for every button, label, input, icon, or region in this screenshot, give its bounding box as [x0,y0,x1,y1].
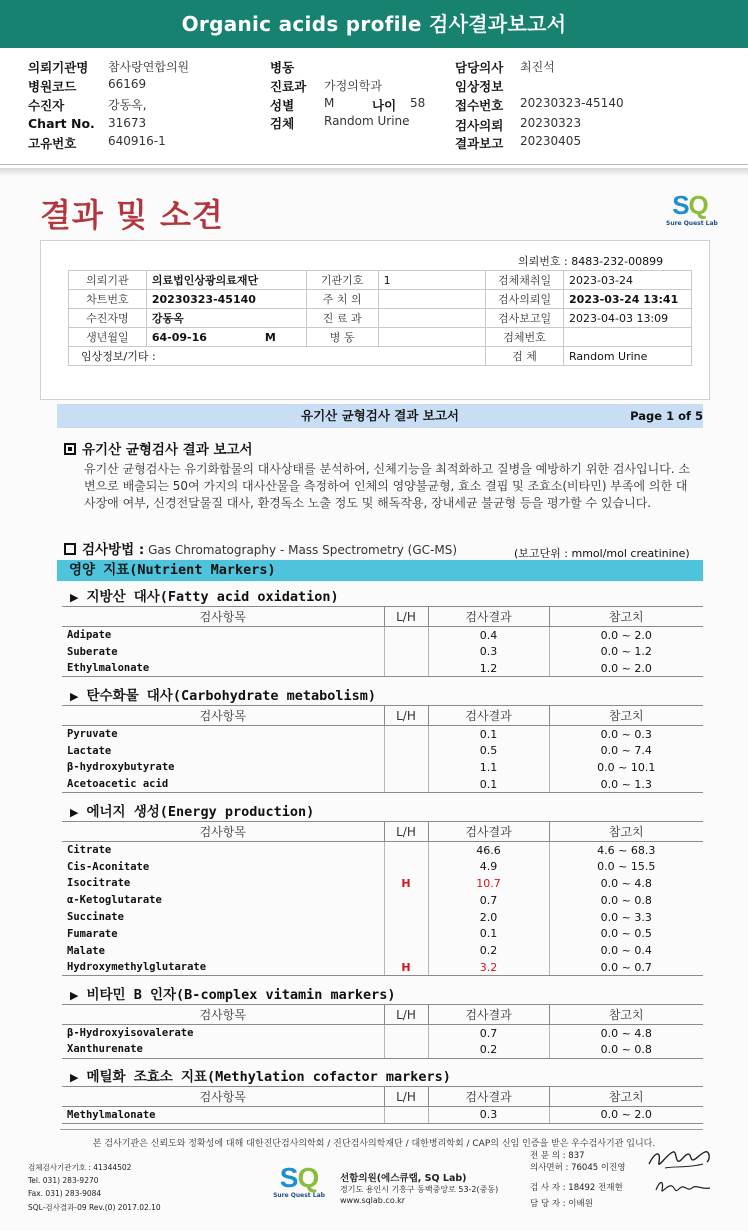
header-label: 병동 [270,60,295,75]
flag-cell [384,1025,428,1042]
reference-range: 0.0 ~ 4.8 [549,875,703,892]
table-header-row [62,607,703,627]
column-header: 참고치 [549,1087,703,1107]
flag-cell: H [384,959,428,976]
results-table [62,606,703,677]
footer-info: 검체검사기관기호 : 41344502 [28,1163,132,1172]
table-row [62,776,703,793]
column-header: 검사결과 [428,822,549,842]
footer-divider [60,1129,703,1130]
flag-cell [384,858,428,875]
table-row [62,1107,703,1124]
request-number: 의뢰번호 : 8483-232-00899 [518,255,664,268]
accreditation-note: 본 검사기관은 신뢰도와 정확성에 대해 대한진단검사의학회 / 진단검사의학재단 / 대한병리학회 / CAP의 신임 인증을 받은 우수검사기관 입니다. [92,1139,656,1149]
column-header: 검사결과 [428,607,549,627]
table-row [62,875,703,892]
test-name: β-hydroxybutyrate [67,761,175,774]
info-label: 생년월일 [69,328,147,347]
section-heading-text: 탄수화물 대사(Carbohydrate metabolism) [86,688,377,704]
result-value: 0.2 [428,942,549,959]
header-label: 성별 [270,98,295,113]
reference-range: 0.0 ~ 10.1 [549,759,703,776]
flag-cell: H [384,875,428,892]
table-row [62,660,703,677]
table-row [62,726,703,743]
info-value [378,328,485,347]
header-label: 의뢰기관명 [28,60,89,75]
header-value: M [324,96,335,110]
info-label: 검사보고일 [486,309,564,328]
flag-cell [384,892,428,909]
footer-info: Tel. 031) 283-9270 [28,1176,99,1185]
flag-cell [384,627,428,644]
lab-website: www.sqlab.co.kr [340,1196,406,1205]
result-value: 46.6 [428,842,549,859]
test-name: Xanthurenate [62,1041,384,1058]
reference-range: 0.0 ~ 7.4 [549,742,703,759]
result-value: 10.7 [428,875,549,892]
table-row [62,742,703,759]
reference-range: 0.0 ~ 0.4 [549,942,703,959]
info-value: 강동옥 [146,309,306,328]
triangle-bullet-icon: ▶ [70,1071,79,1084]
column-header: L/H [384,822,428,842]
section-heading [70,800,314,820]
info-label: 기관기호 [306,271,378,290]
header-label: 임상정보 [455,79,504,94]
info-label: 검사의뢰일 [486,290,564,309]
result-value: 0.3 [428,643,549,660]
column-header: L/H [384,607,428,627]
test-name: α-Ketoglutarate [67,894,162,907]
column-header: 검사결과 [428,1005,549,1025]
sq-lab-logo [666,190,718,232]
method-line [64,538,457,558]
result-title: 결과 및 소견 [40,196,224,234]
test-name: β-Hydroxyisovalerate [67,1027,194,1040]
column-header: 검사항목 [62,822,384,842]
info-label: 검체번호 [486,328,564,347]
info-label: 주 치 의 [306,290,378,309]
flag-cell [384,942,428,959]
header-label: 결과보고 [455,136,504,151]
signer-line: 검 사 자 : 18492 전재현 [530,1183,623,1193]
method-label: 검사방법 : [82,542,145,558]
report-title-bar: Organic acids profile 검사결과보고서 [0,0,748,48]
info-value: 2023-04-03 13:09 [564,309,692,328]
age-label: 나이 [372,98,397,113]
result-value: 1.2 [428,660,549,677]
age-value: 58 [410,96,426,110]
flag-cell [384,925,428,942]
table-row [62,627,703,644]
section-heading-text: 에너지 생성(Energy production) [86,804,315,820]
result-value: 1.1 [428,759,549,776]
table-header-row [62,1005,703,1025]
logo-letter-q: Q [688,190,708,220]
clinical-info: 임상정보/기타 : [69,347,486,366]
flag-cell [384,1041,428,1058]
result-value: 0.1 [428,925,549,942]
result-value: 0.4 [428,627,549,644]
report-unit: (보고단위 : mmol/mol creatinine) [514,547,690,560]
page-indicator: Page 1 of 5 [630,409,703,423]
result-value: 0.7 [428,892,549,909]
header-label: 병원코드 [28,79,77,94]
triangle-bullet-icon: ▶ [70,591,79,604]
table-row [62,892,703,909]
reference-range: 0.0 ~ 4.8 [549,1025,703,1042]
result-value: 0.1 [428,726,549,743]
logo-letter-s: S [672,190,689,220]
test-name: Methylmalonate [62,1107,384,1124]
triangle-bullet-icon: ▶ [70,690,79,703]
header-label: 담당의사 [455,60,504,75]
logo-text: Sure Quest Lab [666,220,718,227]
column-header: 검사항목 [62,1005,384,1025]
column-header: 검사결과 [428,706,549,726]
section-title: 유기산 균형검사 결과 보고서 [301,408,459,423]
column-header: L/H [384,706,428,726]
test-name: Ethylmalonate [62,660,384,677]
result-value: 0.7 [428,1025,549,1042]
table-row [62,858,703,875]
test-name: Lactate [67,744,112,757]
reference-range: 0.0 ~ 2.0 [549,627,703,644]
header-label: 고유번호 [28,136,77,151]
reference-range: 0.0 ~ 0.5 [549,925,703,942]
result-value: 2.0 [428,909,549,926]
reference-range: 4.6 ~ 68.3 [549,842,703,859]
request-info-table [68,270,692,366]
section-heading [70,684,376,704]
results-table [62,1004,703,1059]
info-value: 2023-03-24 13:41 [564,290,692,309]
table-header-row [62,822,703,842]
lab-address: 경기도 용인시 기흥구 동백중앙로 53-2(중동) [340,1185,499,1194]
table-row [62,942,703,959]
lab-name: 선함의원(에스큐랩, SQ Lab) [340,1173,467,1184]
logo-letter-q: Q [297,1162,319,1193]
result-value: 0.1 [428,776,549,793]
section-heading-text: 메틸화 조효소 지표(Methylation cofactor markers) [86,1069,451,1085]
logo-letter-s: S [279,1162,298,1193]
header-label: 수진자 [28,98,65,113]
test-name: Isocitrate [67,877,131,890]
method-value: Gas Chromatography - Mass Spectrometry (GC-MS) [148,543,458,557]
test-name: Fumarate [67,927,118,940]
info-label: 검 체 [486,347,564,366]
sq-lab-footer-logo [272,1164,326,1199]
info-label: 의뢰기관 [69,271,147,290]
footer-info: SQL-검사결과-09 Rev.(0) 2017.02.10 [28,1203,161,1212]
column-header: 검사항목 [62,706,384,726]
column-header: L/H [384,1087,428,1107]
section-heading [70,983,396,1003]
column-header: 검사항목 [62,607,384,627]
info-value [146,328,306,347]
footer-info: Fax. 031) 283-9084 [28,1189,102,1198]
reference-range: 0.0 ~ 0.8 [549,1041,703,1058]
flag-cell [384,660,428,677]
intro-paragraph: 유기산 균형검사는 유기화합물의 대사상태를 분석하여, 신체기능을 최적화하고 질병을 예방하기 위한 검사입니다. 소변으로 배출되는 50여 가지의 대사산물을 측정하여 인체의 영양불균형, 효소 결핍 및 조효소(비타민) 부족에 의한 대사장애 여부, 신경전달물질 대사, 환경독소 노출 정도 및 해독작용, 장내세균 불균형 등을 평가할 수 있습니다. [84,462,691,510]
table-row [62,1041,703,1058]
results-table [62,705,703,793]
intro-heading-text: 유기산 균형검사 결과 보고서 [82,442,253,458]
info-label: 수진자명 [69,309,147,328]
results-table [62,821,703,976]
flag-cell [384,1107,428,1124]
table-row [62,643,703,660]
reference-range: 0.0 ~ 15.5 [549,858,703,875]
signer-line: 전 문 의 : 837 [530,1151,585,1161]
column-header: 참고치 [549,607,703,627]
info-label: 차트번호 [69,290,147,309]
reference-range: 0.0 ~ 0.7 [549,959,703,976]
table-row [62,842,703,859]
header-value: 31673 [108,116,147,130]
test-name: Acetoacetic acid [62,776,384,793]
header-label: 접수번호 [455,98,504,113]
result-value: 0.2 [428,1041,549,1058]
header-value: 640916-1 [108,134,166,148]
header-value: 20230323-45140 [520,96,624,110]
column-header: 검사항목 [62,1087,384,1107]
square-bullet-icon [64,543,76,555]
header-label: 검체 [270,116,295,131]
doctor-signature-icon [645,1144,717,1174]
flag-cell [384,909,428,926]
results-table [62,1086,703,1124]
result-value: 0.3 [428,1107,549,1124]
column-header: 검사결과 [428,1087,549,1107]
info-value: Random Urine [564,347,692,366]
info-value [564,328,692,347]
sex-value: M [264,330,276,344]
test-name: Hydroxymethylglutarate [62,959,384,976]
square-bullet-icon [64,443,76,455]
result-value: 4.9 [428,858,549,875]
header-value: 20230323 [520,116,582,130]
info-value [378,290,485,309]
table-row [62,759,703,776]
header-label: 진료과 [270,79,307,94]
flag-cell [384,842,428,859]
reference-range: 0.0 ~ 1.3 [549,776,703,793]
header-divider [0,164,748,165]
section-heading [70,1065,451,1085]
reference-range: 0.0 ~ 0.3 [549,726,703,743]
intro-heading [64,438,253,458]
table-row [62,959,703,976]
triangle-bullet-icon: ▶ [70,989,79,1002]
table-row [62,909,703,926]
nutrient-markers-bar: 영양 지표(Nutrient Markers) [57,560,703,581]
flag-cell [384,759,428,776]
info-value: 1 [378,271,485,290]
info-label: 검체채취일 [486,271,564,290]
signer-line: 담 당 자 : 이배원 [530,1199,593,1209]
info-value [378,309,485,328]
header-label: Chart No. [28,116,95,131]
test-name: Pyruvate [67,728,118,741]
birth-date: 64-09-16 [151,330,207,344]
result-value: 3.2 [428,959,549,976]
header-value: 참사랑연합의원 [108,60,190,74]
header-value: 20230405 [520,134,582,148]
flag-cell [384,742,428,759]
reference-range: 0.0 ~ 0.8 [549,892,703,909]
reference-range: 0.0 ~ 2.0 [549,1107,703,1124]
test-name: Cis-Aconitate [67,860,150,873]
test-name: Succinate [67,911,124,924]
tester-signature-icon [652,1176,716,1198]
section-heading-text: 지방산 대사(Fatty acid oxidation) [86,589,339,605]
patient-header [0,50,748,164]
header-value: Random Urine [324,114,410,128]
info-label: 진 료 과 [306,309,378,328]
column-header: L/H [384,1005,428,1025]
section-heading-text: 비타민 B 인자(B-complex vitamin markers) [86,987,396,1003]
header-label: 검사의뢰 [455,118,504,133]
test-name: Citrate [67,844,112,857]
table-row [62,1025,703,1042]
signer-line: 의사면허 : 76045 이진영 [530,1163,626,1173]
test-name: Suberate [67,645,118,658]
flag-cell [384,726,428,743]
header-value: 강동옥, [108,98,147,112]
header-value: 66169 [108,77,147,91]
info-value: 의료법인상광의료재단 [146,271,306,290]
section-title-bar [57,404,703,428]
flag-cell [384,776,428,793]
column-header: 참고치 [549,706,703,726]
info-label: 병 동 [306,328,378,347]
triangle-bullet-icon: ▶ [70,806,79,819]
table-row [62,925,703,942]
reference-range: 0.0 ~ 1.2 [549,643,703,660]
reference-range: 0.0 ~ 2.0 [549,660,703,677]
result-value: 0.5 [428,742,549,759]
column-header: 참고치 [549,1005,703,1025]
flag-cell [384,643,428,660]
column-header: 참고치 [549,822,703,842]
table-header-row [62,1087,703,1107]
section-heading [70,585,339,605]
header-value: 가정의학과 [324,79,382,93]
logo-text: Sure Quest Lab [273,1192,325,1199]
reference-range: 0.0 ~ 3.3 [549,909,703,926]
test-name: Adipate [67,629,112,642]
header-value: 최진석 [520,60,555,74]
info-value: 2023-03-24 [564,271,692,290]
table-header-row [62,706,703,726]
test-name: Malate [67,944,105,957]
info-value: 20230323-45140 [146,290,306,309]
